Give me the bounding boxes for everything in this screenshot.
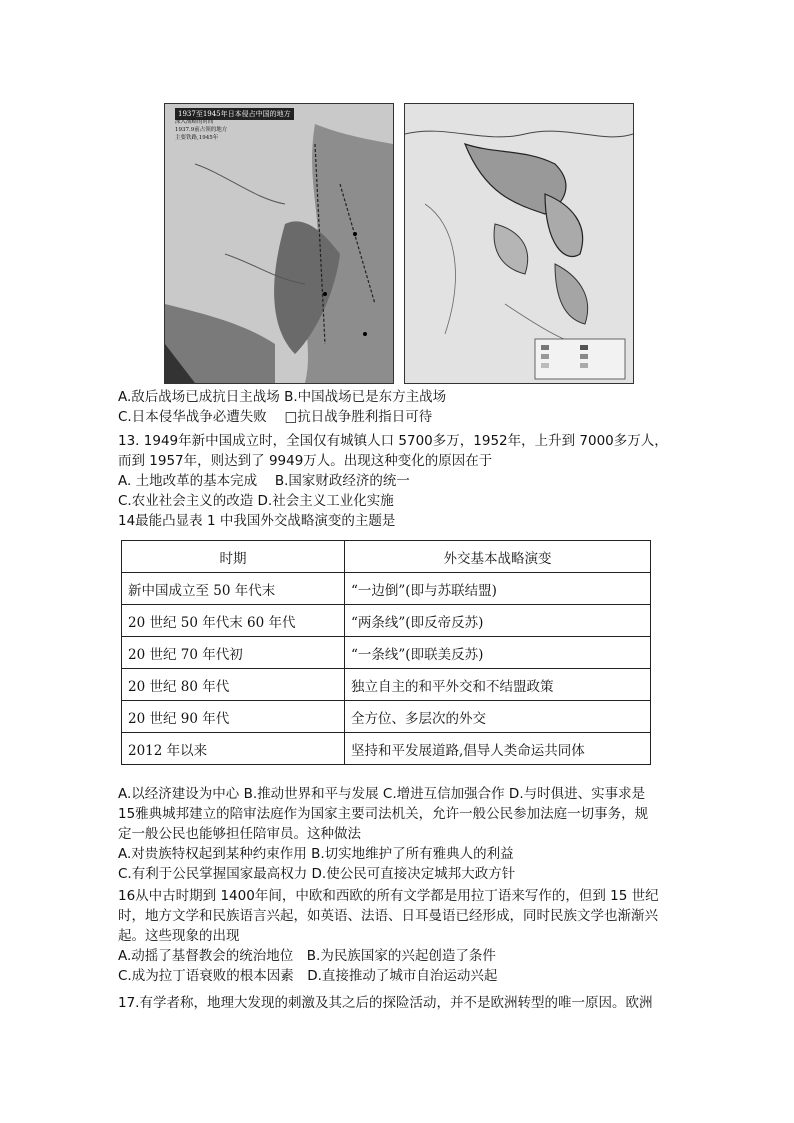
- maps-figure: [164, 103, 634, 382]
- question-stem: 定一般公民也能够担任陪审员。这种做法: [118, 826, 361, 842]
- question-stem: 17.有学者称，地理大发现的刺激及其之后的探险活动，并不是欧洲转型的唯一原因。欧洲: [118, 995, 653, 1011]
- map-left-drawing: [165, 104, 393, 383]
- option-line: A.以经济建设为中心 B.推动世界和平与发展 C.增进互信加强合作 D.与时俱进、实事求是: [118, 786, 646, 802]
- table-cell: 全方位、多层次的外交: [345, 701, 651, 733]
- question-13: [118, 431, 688, 531]
- table-cell: “一条线”(即联美反苏): [345, 637, 651, 669]
- map-right-drawing: [405, 104, 633, 383]
- table-row: [122, 733, 651, 765]
- table-cell: 20 世纪 50 年代末 60 年代: [122, 605, 345, 637]
- question-stem: 13. 1949年新中国成立时，全国仅有城镇人口 5700多万，1952年，上升到 7000多万人，: [118, 433, 668, 449]
- table-cell: 独立自主的和平外交和不结盟政策: [345, 669, 651, 701]
- table-cell: 20 世纪 70 年代初: [122, 637, 345, 669]
- question-stem: 14最能凸显表 1 中我国外交战略演变的主题是: [118, 513, 396, 529]
- option-line: C.农业社会主义的改造 D.社会主义工业化实施: [118, 493, 394, 509]
- table-row: [122, 573, 651, 605]
- option-line: A.动摇了基督教会的统治地位 B.为民族国家的兴起创造了条件: [118, 948, 496, 964]
- map-japanese-occupation: [164, 103, 394, 384]
- legend-item: 主要铁路,1945年: [175, 135, 219, 141]
- table-row: [122, 669, 651, 701]
- q12-options: [118, 387, 688, 427]
- table-row: [122, 701, 651, 733]
- question-stem: 15雅典城邦建立的陪审法庭作为国家主要司法机关，允许一般公民参加法庭一切事务，规: [118, 806, 649, 822]
- table-cell: 2012 年以来: [122, 733, 345, 765]
- legend-item: 1937.9前占领的地方: [175, 127, 228, 133]
- option-line: A.对贵族特权起到某种约束作用 B.切实地维护了所有雅典人的利益: [118, 846, 514, 862]
- question-stem: 起。这些现象的出现: [118, 928, 240, 944]
- question-stem: 16从中古时期到 1400年间，中欧和西欧的所有文学都是用拉丁语来写作的，但到 15 世纪: [118, 888, 659, 904]
- map-base-areas: [404, 103, 634, 384]
- option-line: A.敌后战场已成抗日主战场 B.中国战场已是东方主战场: [118, 389, 447, 405]
- table-cell: 20 世纪 90 年代: [122, 701, 345, 733]
- question-stem: 而到 1957年，则达到了 9949万人。出现这种变化的原因在于: [118, 453, 493, 469]
- table-cell: “两条线”(即反帝反苏): [345, 605, 651, 637]
- table-cell: “一边倒”(即与苏联结盟): [345, 573, 651, 605]
- option-line: A. 土地改革的基本完成 B.国家财政经济的统一: [118, 473, 410, 489]
- table-cell: 20 世纪 80 年代: [122, 669, 345, 701]
- question-stem: 时，地方文学和民族语言兴起，如英语、法语、日耳曼语已经形成，同时民族文学也渐渐兴: [118, 908, 658, 924]
- table-cell: 新中国成立至 50 年代末: [122, 573, 345, 605]
- question-16: [118, 886, 688, 986]
- table-row: [122, 605, 651, 637]
- question-17: [118, 993, 688, 1013]
- option-line: C.日本侵华战争必遭失败 □抗日战争胜利指日可待: [118, 409, 433, 425]
- table-row: [122, 637, 651, 669]
- table-cell: 坚持和平发展道路,倡导人类命运共同体: [345, 733, 651, 765]
- question-14-options: [118, 784, 688, 804]
- table-header: 时期: [122, 541, 345, 573]
- map-left-title: 1937至1945年日本侵占中国的地方: [175, 108, 294, 120]
- question-15: [118, 804, 688, 884]
- table-header-row: [122, 541, 651, 573]
- legend-item: 深入战略的时间: [175, 119, 214, 125]
- option-line: C.成为拉丁语衰败的根本因素 D.直接推动了城市自治运动兴起: [118, 968, 498, 984]
- map-left-legend: [175, 118, 227, 142]
- option-line: C.有利于公民掌握国家最高权力 D.使公民可直接决定城邦大政方针: [118, 866, 516, 882]
- diplomacy-table: [121, 540, 651, 765]
- table-header: 外交基本战略演变: [345, 541, 651, 573]
